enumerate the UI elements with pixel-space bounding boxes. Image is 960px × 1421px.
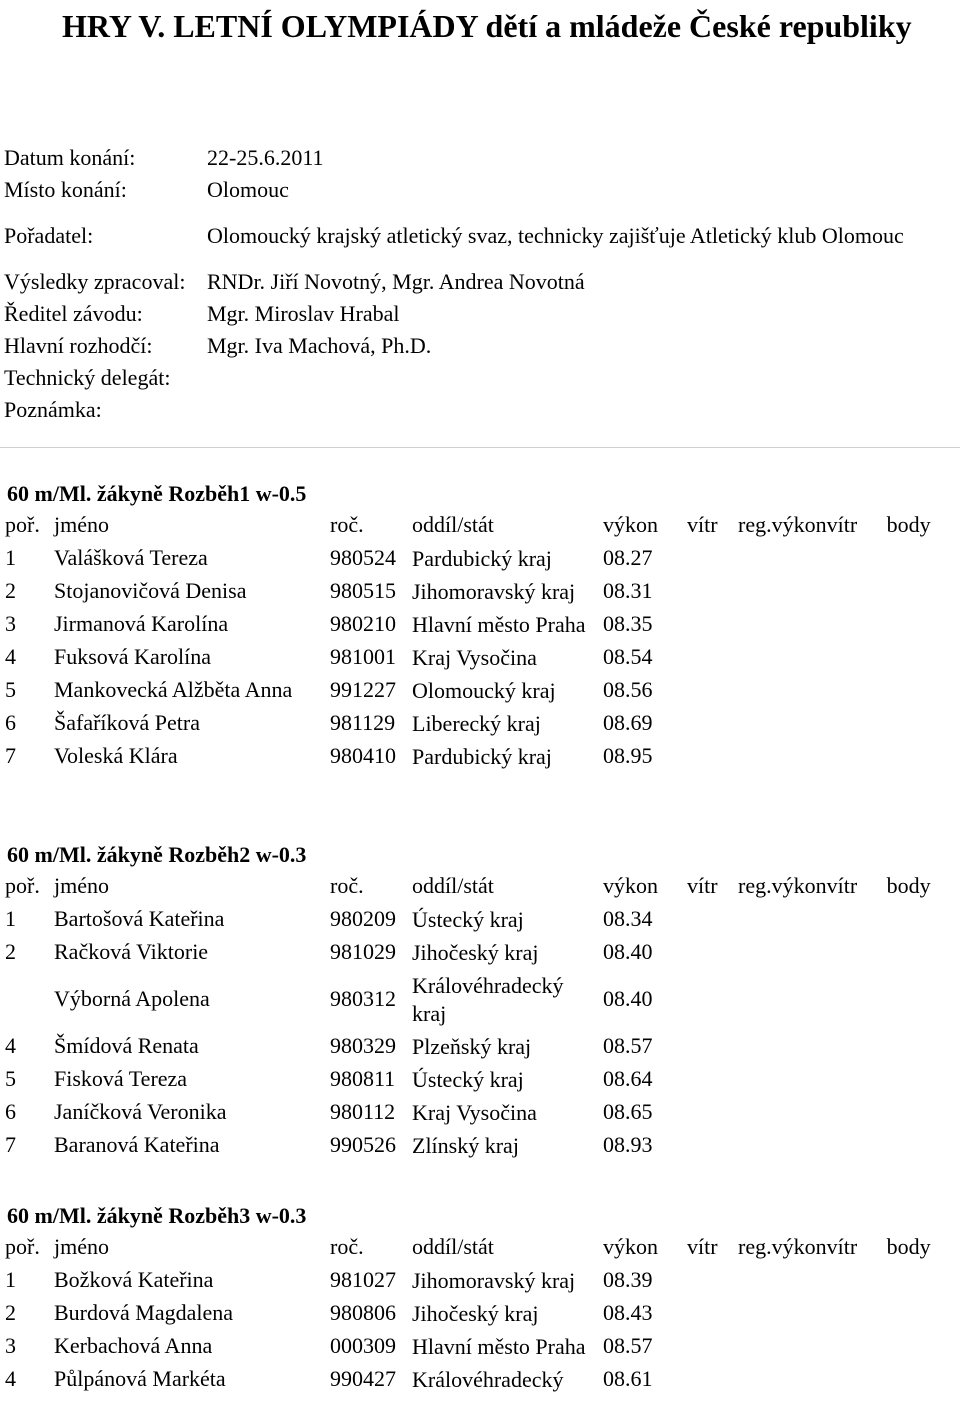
column-header-vykon: výkon bbox=[603, 873, 658, 899]
cell-roc: 981001 bbox=[330, 644, 396, 670]
cell-empty bbox=[827, 1063, 881, 1096]
column-header-vitr2: vítr bbox=[826, 512, 858, 538]
cell-empty bbox=[827, 936, 881, 969]
cell-vykon: 08.64 bbox=[603, 1066, 653, 1092]
cell-empty bbox=[827, 903, 881, 936]
organizer-label: Pořadatel: bbox=[4, 223, 94, 248]
cell-empty bbox=[827, 641, 881, 674]
cell-empty bbox=[687, 542, 738, 575]
cell-por: 6 bbox=[5, 1099, 16, 1125]
cell-vykon: 08.57 bbox=[603, 1333, 653, 1359]
note-label: Poznámka: bbox=[4, 396, 102, 422]
cell-roc: 981027 bbox=[330, 1267, 396, 1293]
cell-oddil: Ústecký kraj bbox=[412, 1066, 524, 1092]
cell-empty bbox=[881, 608, 931, 641]
cell-empty bbox=[738, 903, 827, 936]
cell-empty bbox=[687, 1297, 738, 1330]
cell-empty bbox=[738, 674, 827, 707]
cell-vykon: 08.34 bbox=[603, 906, 653, 932]
cell-oddil: Olomoucký kraj bbox=[412, 677, 556, 703]
cell-vykon: 08.40 bbox=[603, 939, 653, 965]
cell-por: 7 bbox=[5, 1132, 16, 1158]
cell-jmeno: Voleská Klára bbox=[54, 743, 178, 769]
cell-empty bbox=[827, 740, 881, 773]
section-title: 60 m/Ml. žákyně Rozběh2 w-0.3 bbox=[7, 842, 307, 867]
cell-empty bbox=[881, 707, 931, 740]
cell-empty bbox=[881, 1129, 931, 1162]
results-table bbox=[5, 870, 931, 1162]
column-header-por: poř. bbox=[5, 512, 40, 538]
date-label: Datum konání: bbox=[4, 144, 136, 170]
event-info bbox=[4, 142, 907, 426]
cell-empty bbox=[738, 608, 827, 641]
cell-empty bbox=[687, 740, 738, 773]
note-value bbox=[207, 394, 907, 426]
separator-line bbox=[0, 447, 960, 448]
cell-empty bbox=[738, 1330, 827, 1363]
cell-vykon: 08.43 bbox=[603, 1300, 653, 1326]
cell-vykon: 08.61 bbox=[603, 1366, 653, 1392]
cell-empty bbox=[881, 1030, 931, 1063]
column-header-vykon: výkon bbox=[603, 1234, 658, 1260]
cell-empty bbox=[881, 674, 931, 707]
column-header-por: poř. bbox=[5, 1234, 40, 1260]
section-title: 60 m/Ml. žákyně Rozběh1 w-0.5 bbox=[7, 481, 307, 506]
cell-jmeno: Valášková Tereza bbox=[54, 545, 208, 571]
cell-empty bbox=[687, 903, 738, 936]
cell-roc: 980209 bbox=[330, 906, 396, 932]
results-table bbox=[5, 1231, 931, 1396]
cell-oddil: Pardubický kraj bbox=[412, 743, 552, 769]
cell-por bbox=[5, 969, 54, 1030]
cell-vykon: 08.35 bbox=[603, 611, 653, 637]
column-header-jmeno: jméno bbox=[54, 1234, 109, 1260]
cell-empty bbox=[687, 1363, 738, 1396]
table-header-row bbox=[5, 870, 931, 903]
cell-empty bbox=[738, 1297, 827, 1330]
cell-oddil: Královéhradecký bbox=[412, 1366, 564, 1392]
cell-jmeno: Bartošová Kateřina bbox=[54, 906, 225, 932]
column-header-body: body bbox=[886, 1234, 931, 1260]
table-row bbox=[5, 1330, 931, 1363]
cell-empty bbox=[687, 1096, 738, 1129]
cell-empty bbox=[827, 1363, 881, 1396]
cell-jmeno: Kerbachová Anna bbox=[54, 1333, 213, 1359]
cell-roc: 980329 bbox=[330, 1033, 396, 1059]
cell-oddil: Ústecký kraj bbox=[412, 906, 524, 932]
cell-roc: 980112 bbox=[330, 1099, 396, 1125]
cell-empty bbox=[738, 1363, 827, 1396]
column-header-roc: roč. bbox=[330, 873, 364, 899]
cell-jmeno: Fisková Tereza bbox=[54, 1066, 188, 1092]
cell-empty bbox=[881, 903, 931, 936]
cell-empty bbox=[738, 707, 827, 740]
cell-empty bbox=[881, 542, 931, 575]
cell-por: 1 bbox=[5, 1267, 16, 1293]
cell-jmeno: Výborná Apolena bbox=[54, 986, 210, 1012]
cell-vykon: 08.27 bbox=[603, 545, 653, 571]
cell-roc: 980312 bbox=[330, 986, 396, 1012]
column-header-oddil: oddíl/stát bbox=[412, 873, 494, 899]
table-row bbox=[5, 608, 931, 641]
cell-empty bbox=[827, 969, 881, 1030]
cell-roc: 000309 bbox=[330, 1333, 396, 1359]
cell-empty bbox=[881, 575, 931, 608]
column-header-reg: reg.výkon bbox=[738, 512, 827, 538]
cell-por: 2 bbox=[5, 939, 16, 965]
cell-empty bbox=[738, 575, 827, 608]
cell-empty bbox=[738, 740, 827, 773]
cell-empty bbox=[881, 969, 931, 1030]
table-row bbox=[5, 936, 931, 969]
cell-empty bbox=[881, 1330, 931, 1363]
director-value: Mgr. Miroslav Hrabal bbox=[207, 300, 400, 326]
cell-vykon: 08.56 bbox=[603, 677, 653, 703]
cell-empty bbox=[827, 1096, 881, 1129]
venue-label: Místo konání: bbox=[4, 176, 127, 202]
column-header-body: body bbox=[886, 512, 931, 538]
cell-jmeno: Mankovecká Alžběta Anna bbox=[54, 677, 293, 703]
cell-vykon: 08.31 bbox=[603, 578, 653, 604]
processed-by-value: RNDr. Jiří Novotný, Mgr. Andrea Novotná bbox=[207, 268, 585, 294]
cell-roc: 981029 bbox=[330, 939, 396, 965]
table-row bbox=[5, 1264, 931, 1297]
cell-por: 5 bbox=[5, 1066, 16, 1092]
cell-empty bbox=[687, 1129, 738, 1162]
column-header-oddil: oddíl/stát bbox=[412, 1234, 494, 1260]
cell-oddil: Kraj Vysočina bbox=[412, 644, 537, 670]
cell-empty bbox=[881, 1297, 931, 1330]
cell-roc: 980210 bbox=[330, 611, 396, 637]
cell-empty bbox=[687, 1330, 738, 1363]
technical-delegate-value bbox=[207, 362, 907, 394]
cell-oddil: Královéhradecký kraj bbox=[412, 972, 564, 1026]
cell-por: 2 bbox=[5, 1300, 16, 1326]
cell-roc: 980524 bbox=[330, 545, 396, 571]
cell-por: 6 bbox=[5, 710, 16, 736]
cell-vykon: 08.54 bbox=[603, 644, 653, 670]
column-header-vitr2: vítr bbox=[826, 873, 858, 899]
column-header-oddil: oddíl/stát bbox=[412, 512, 494, 538]
chief-referee-value: Mgr. Iva Machová, Ph.D. bbox=[207, 332, 432, 358]
cell-jmeno: Půlpánová Markéta bbox=[54, 1366, 226, 1392]
cell-empty bbox=[687, 707, 738, 740]
table-row bbox=[5, 1030, 931, 1063]
column-header-vitr: vítr bbox=[687, 512, 718, 538]
column-header-vykon: výkon bbox=[603, 512, 658, 538]
venue-value: Olomouc bbox=[207, 176, 289, 202]
table-row bbox=[5, 674, 931, 707]
column-header-body: body bbox=[886, 873, 931, 899]
cell-jmeno: Burdová Magdalena bbox=[54, 1300, 233, 1326]
cell-por: 5 bbox=[5, 677, 16, 703]
column-header-roc: roč. bbox=[330, 512, 364, 538]
cell-empty bbox=[881, 740, 931, 773]
cell-jmeno: Fuksová Karolína bbox=[54, 644, 212, 670]
cell-jmeno: Šmídová Renata bbox=[54, 1033, 199, 1059]
cell-por: 1 bbox=[5, 906, 16, 932]
cell-vykon: 08.95 bbox=[603, 743, 653, 769]
cell-empty bbox=[738, 1129, 827, 1162]
cell-empty bbox=[738, 1264, 827, 1297]
column-header-reg: reg.výkon bbox=[738, 1234, 827, 1260]
cell-empty bbox=[881, 1363, 931, 1396]
cell-jmeno: Božková Kateřina bbox=[54, 1267, 214, 1293]
cell-empty bbox=[827, 1297, 881, 1330]
column-header-por: poř. bbox=[5, 873, 40, 899]
cell-empty bbox=[827, 608, 881, 641]
table-row bbox=[5, 740, 931, 773]
column-header-roc: roč. bbox=[330, 1234, 364, 1260]
cell-empty bbox=[687, 1264, 738, 1297]
column-header-vitr2: vítr bbox=[826, 1234, 858, 1260]
column-header-jmeno: jméno bbox=[54, 512, 109, 538]
table-header-row bbox=[5, 1231, 931, 1264]
cell-por: 3 bbox=[5, 611, 16, 637]
table-row bbox=[5, 1129, 931, 1162]
cell-empty bbox=[738, 936, 827, 969]
column-header-reg: reg.výkon bbox=[738, 873, 827, 899]
cell-empty bbox=[687, 608, 738, 641]
table-row bbox=[5, 641, 931, 674]
cell-empty bbox=[687, 1063, 738, 1096]
cell-oddil: Zlínský kraj bbox=[412, 1132, 519, 1158]
cell-jmeno: Šafaříková Petra bbox=[54, 710, 200, 736]
organizer-value: Olomoucký krajský atletický svaz, technicky zajišťuje Atletický klub Olomouc bbox=[207, 223, 904, 248]
cell-roc: 981129 bbox=[330, 710, 396, 736]
column-header-vitr: vítr bbox=[687, 873, 718, 899]
table-row bbox=[5, 1297, 931, 1330]
cell-jmeno: Jirmanová Karolína bbox=[54, 611, 229, 637]
results-table bbox=[5, 509, 931, 773]
cell-oddil: Liberecký kraj bbox=[412, 710, 541, 736]
cell-roc: 990427 bbox=[330, 1366, 396, 1392]
cell-jmeno: Janíčková Veronika bbox=[54, 1099, 227, 1125]
table-row bbox=[5, 1063, 931, 1096]
cell-empty bbox=[738, 1063, 827, 1096]
cell-por: 1 bbox=[5, 545, 16, 571]
section-title: 60 m/Ml. žákyně Rozběh3 w-0.3 bbox=[7, 1203, 307, 1228]
cell-vykon: 08.69 bbox=[603, 710, 653, 736]
cell-vykon: 08.93 bbox=[603, 1132, 653, 1158]
cell-empty bbox=[827, 707, 881, 740]
cell-empty bbox=[738, 641, 827, 674]
table-row bbox=[5, 903, 931, 936]
table-row bbox=[5, 969, 931, 1030]
cell-empty bbox=[881, 1063, 931, 1096]
cell-empty bbox=[738, 542, 827, 575]
cell-empty bbox=[687, 1030, 738, 1063]
cell-oddil: Jihočeský kraj bbox=[412, 939, 539, 965]
cell-empty bbox=[687, 641, 738, 674]
cell-empty bbox=[687, 969, 738, 1030]
cell-empty bbox=[827, 674, 881, 707]
table-header-row bbox=[5, 509, 931, 542]
cell-empty bbox=[738, 969, 827, 1030]
cell-empty bbox=[687, 575, 738, 608]
cell-oddil: Jihočeský kraj bbox=[412, 1300, 539, 1326]
cell-empty bbox=[687, 674, 738, 707]
cell-empty bbox=[881, 936, 931, 969]
technical-delegate-label: Technický delegát: bbox=[4, 364, 171, 390]
cell-por: 4 bbox=[5, 1366, 16, 1392]
column-header-jmeno: jméno bbox=[54, 873, 109, 899]
date-value: 22-25.6.2011 bbox=[207, 144, 324, 170]
cell-oddil: Hlavní město Praha bbox=[412, 1333, 586, 1359]
cell-por: 4 bbox=[5, 644, 16, 670]
table-row bbox=[5, 1096, 931, 1129]
cell-empty bbox=[738, 1030, 827, 1063]
table-row bbox=[5, 542, 931, 575]
cell-oddil: Hlavní město Praha bbox=[412, 611, 586, 637]
director-label: Ředitel závodu: bbox=[4, 300, 143, 326]
cell-jmeno: Stojanovičová Denisa bbox=[54, 578, 247, 604]
cell-roc: 980811 bbox=[330, 1066, 396, 1092]
cell-oddil: Jihomoravský kraj bbox=[412, 1267, 576, 1293]
cell-por: 3 bbox=[5, 1333, 16, 1359]
cell-vykon: 08.65 bbox=[603, 1099, 653, 1125]
cell-empty bbox=[827, 1330, 881, 1363]
cell-empty bbox=[881, 1096, 931, 1129]
cell-vykon: 08.40 bbox=[603, 986, 653, 1012]
cell-por: 4 bbox=[5, 1033, 16, 1059]
cell-empty bbox=[827, 542, 881, 575]
cell-roc: 980515 bbox=[330, 578, 396, 604]
table-row bbox=[5, 575, 931, 608]
cell-roc: 990526 bbox=[330, 1132, 396, 1158]
cell-empty bbox=[827, 1030, 881, 1063]
cell-empty bbox=[827, 1264, 881, 1297]
cell-vykon: 08.57 bbox=[603, 1033, 653, 1059]
cell-vykon: 08.39 bbox=[603, 1267, 653, 1293]
cell-roc: 980806 bbox=[330, 1300, 396, 1326]
table-row bbox=[5, 707, 931, 740]
column-header-vitr: vítr bbox=[687, 1234, 718, 1260]
table-row bbox=[5, 1363, 931, 1396]
cell-oddil: Jihomoravský kraj bbox=[412, 578, 576, 604]
cell-empty bbox=[827, 575, 881, 608]
processed-by-label: Výsledky zpracoval: bbox=[4, 268, 186, 294]
cell-jmeno: Baranová Kateřina bbox=[54, 1132, 220, 1158]
cell-empty bbox=[881, 641, 931, 674]
page-title: HRY V. LETNÍ OLYMPIÁDY dětí a mládeže České republiky bbox=[62, 8, 912, 44]
cell-por: 7 bbox=[5, 743, 16, 769]
cell-oddil: Kraj Vysočina bbox=[412, 1099, 537, 1125]
cell-empty bbox=[881, 1264, 931, 1297]
chief-referee-label: Hlavní rozhodčí: bbox=[4, 332, 153, 358]
cell-oddil: Pardubický kraj bbox=[412, 545, 552, 571]
cell-roc: 991227 bbox=[330, 677, 396, 703]
cell-empty bbox=[687, 936, 738, 969]
cell-roc: 980410 bbox=[330, 743, 396, 769]
cell-empty bbox=[738, 1096, 827, 1129]
cell-empty bbox=[827, 1129, 881, 1162]
cell-jmeno: Račková Viktorie bbox=[54, 939, 209, 965]
cell-oddil: Plzeňský kraj bbox=[412, 1033, 532, 1059]
cell-por: 2 bbox=[5, 578, 16, 604]
